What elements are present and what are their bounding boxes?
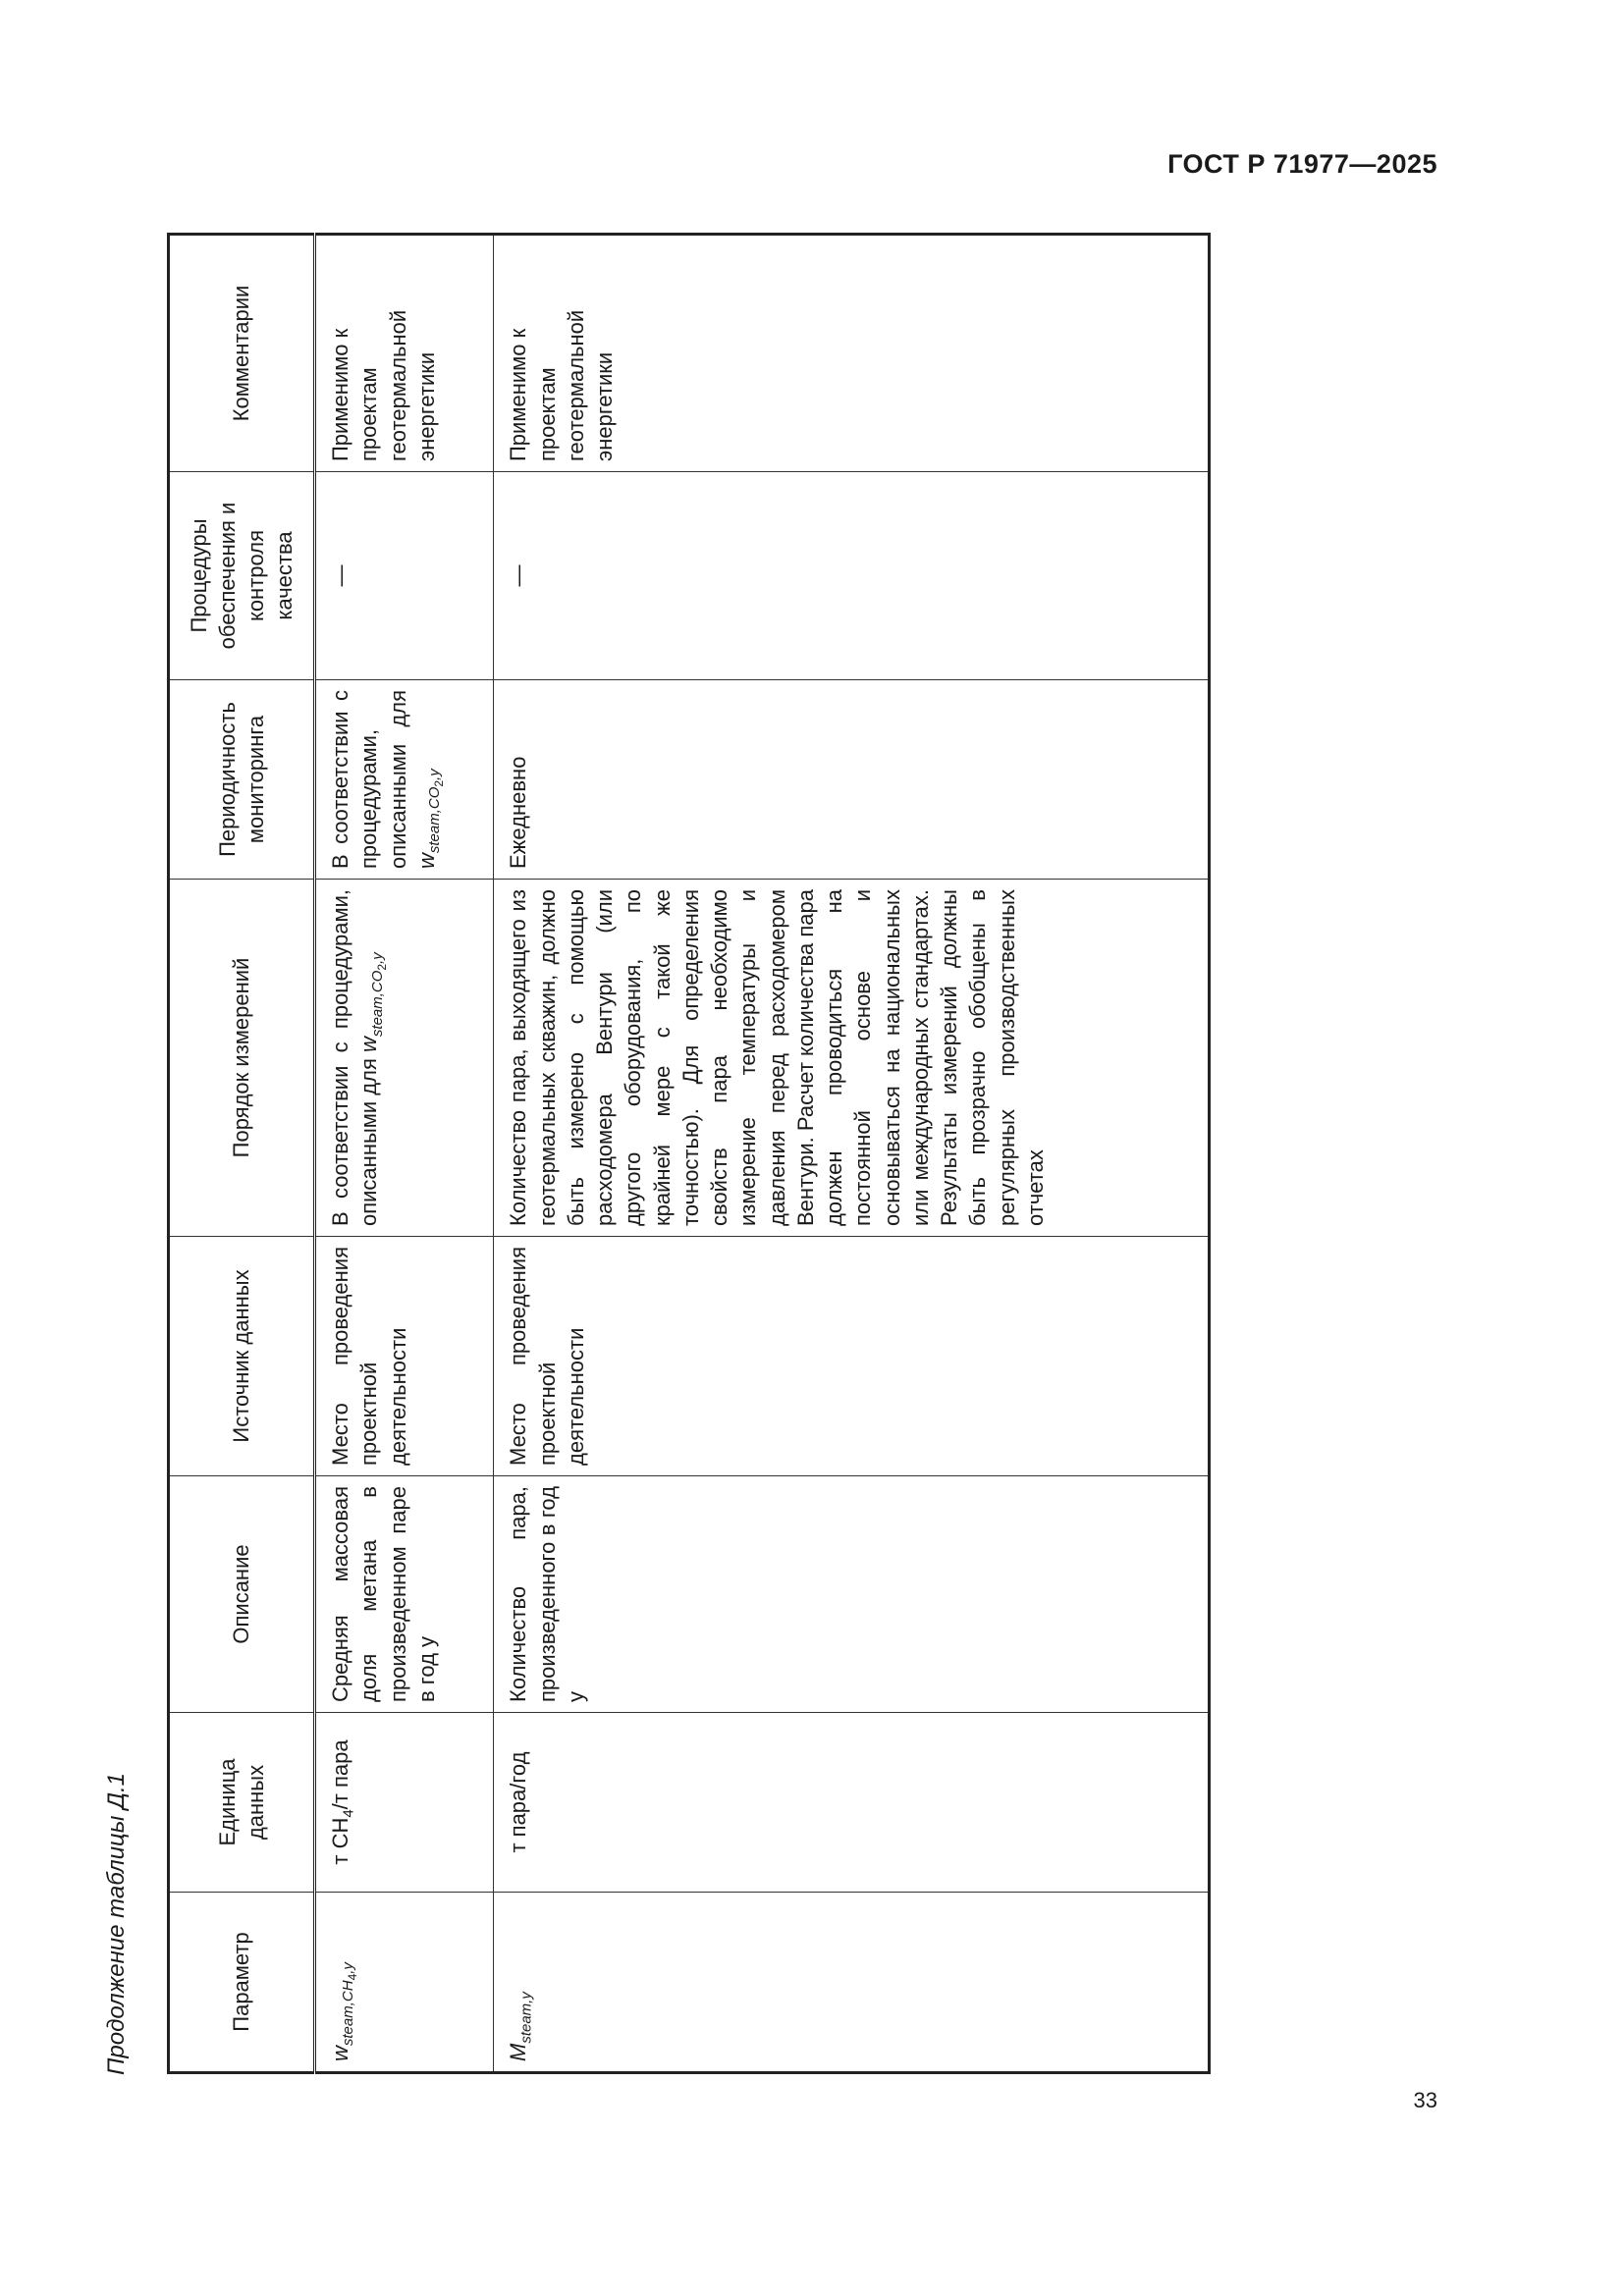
cell-qa: — bbox=[494, 472, 1210, 680]
table-header-row bbox=[169, 235, 315, 2073]
cell-measurement: Количество пара, выходящего из геотермальных скважин, должно быть измерено с помощью расходомера Вентури (или другого оборудования, по крайней мере с такой же точностью). Для определения свойств пара необходимо измерение температуры и давления перед расходомером Вентури. Расчет количества пара должен проводиться на постоянной основе и основываться на национальных или международных стандартах. Результаты измерений должны быть прозрачно обобщены в регулярных производственных отчетах bbox=[494, 880, 1210, 1237]
header-parameter: Параметр bbox=[169, 1893, 315, 2073]
cell-periodicity: В соответствии с процедурами, описанными для $w_{steam,CO_2,y}$ bbox=[315, 680, 494, 880]
monitoring-parameters-table bbox=[167, 233, 1211, 2074]
measurement-symbol: $w_{steam,CO_2,y}$ bbox=[356, 952, 389, 1052]
parameter-symbol: $w_{steam,CH_4,y}$ bbox=[328, 1962, 360, 2061]
cell-comments: Применимо к проектам геотермальной энергетики bbox=[494, 235, 1210, 472]
header-qa: Процедуры обеспечения и контроля качества bbox=[169, 472, 315, 680]
table-row bbox=[494, 235, 1210, 2073]
cell-source: Место проведения проектной деятельности bbox=[315, 1237, 494, 1476]
header-periodicity: Периодичность мониторинга bbox=[169, 680, 315, 880]
header-source: Источник данных bbox=[169, 1237, 315, 1476]
table-row bbox=[315, 235, 494, 2073]
cell-qa: — bbox=[315, 472, 494, 680]
cell-description: Средняя массовая доля метана в произведенном паре в год y bbox=[315, 1476, 494, 1713]
header-measurement: Порядок измерений bbox=[169, 880, 315, 1237]
cell-description: Количество пара, произведенного в год y bbox=[494, 1476, 1210, 1713]
page-number: 33 bbox=[1413, 2088, 1437, 2112]
header-comments: Комментарии bbox=[169, 235, 315, 472]
cell-unit bbox=[315, 1713, 494, 1893]
cell-unit: т пара/год bbox=[494, 1713, 1210, 1893]
cell-parameter bbox=[494, 1893, 1210, 2073]
periodicity-symbol: $w_{steam,CO_2,y}$ bbox=[413, 769, 447, 869]
table-container bbox=[167, 236, 1211, 2074]
parameter-symbol: $M_{steam,y}$ bbox=[506, 1992, 535, 2061]
cell-source: Место проведения проектной деятельности bbox=[494, 1237, 1210, 1476]
cell-comments: Применимо к проектам геотермальной энергетики bbox=[315, 235, 494, 472]
table-caption: Продолжение таблицы Д.1 bbox=[103, 1772, 130, 2075]
document-code: ГОСТ Р 71977—2025 bbox=[1167, 149, 1437, 179]
header-description: Описание bbox=[169, 1476, 315, 1713]
unit-value: т $CH_4/т$ пара bbox=[328, 1739, 357, 1865]
cell-parameter bbox=[315, 1893, 494, 2073]
cell-periodicity: Ежедневно bbox=[494, 680, 1210, 880]
header-unit: Единица данных bbox=[169, 1713, 315, 1893]
cell-measurement: В соответствии с процедурами, описанными для $w_{steam,CO_2,y}$ bbox=[315, 880, 494, 1237]
